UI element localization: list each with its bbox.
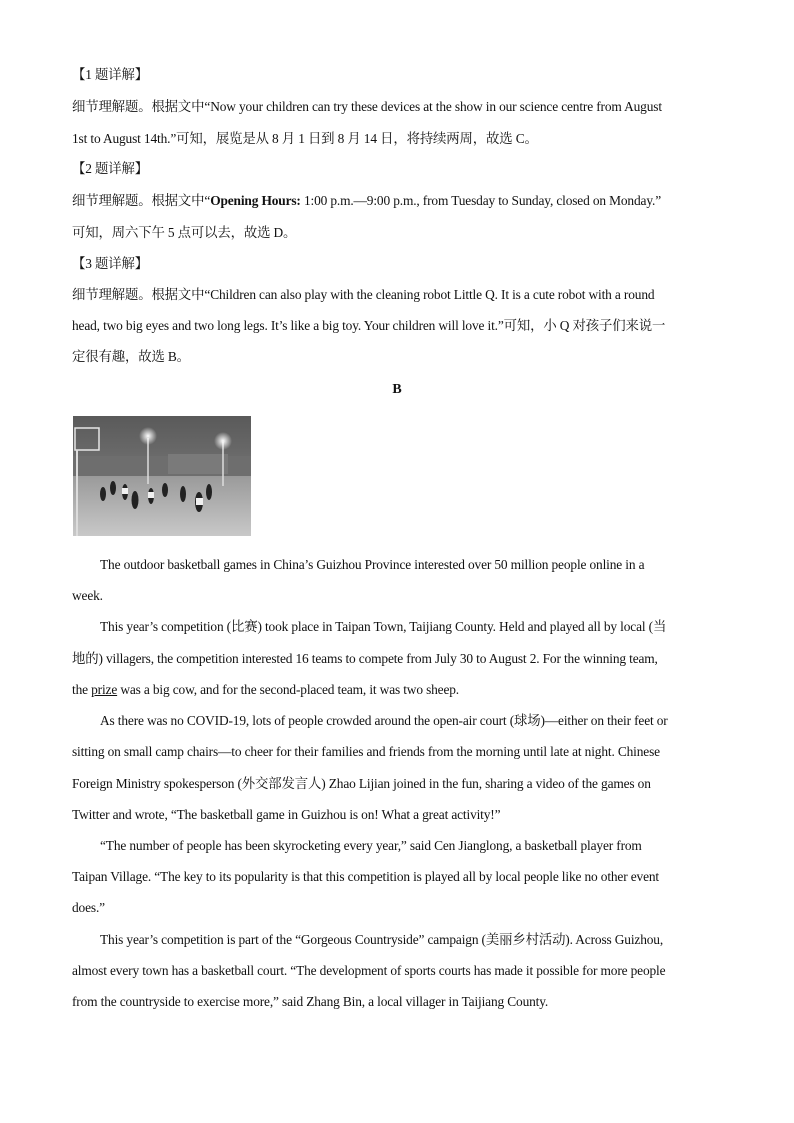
q2-line-1: 细节理解题。根据文中“Opening Hours: 1:00 p.m.—9:00 p.m., from Tuesday to Sunday, closed on Monday.” xyxy=(72,193,661,208)
paragraph-3-line-3: Foreign Ministry spokesperson (外交部发言人) Zhao Lijian joined in the fun, sharing a video of the games on xyxy=(72,776,651,791)
basketball-photo xyxy=(73,416,251,536)
section-title: B xyxy=(392,382,402,397)
paragraph-5-line-2: almost every town has a basketball court. “The development of sports courts has made it possible for more people xyxy=(72,963,666,978)
paragraph-3-line-1: As there was no COVID-19, lots of people crowded around the open-air court (球场)—either on their feet or xyxy=(100,713,668,728)
q1-heading: 【1 题详解】 xyxy=(72,67,148,82)
paragraph-2-line-3: the prize was a big cow, and for the second-placed team, it was two sheep. xyxy=(72,682,460,697)
q3-line-2: head, two big eyes and two long legs. It’s like a big toy. Your children will love it.”可知，小 Q 对孩子们来说一 xyxy=(72,318,666,333)
paragraph-4-line-3: does.” xyxy=(72,900,105,915)
q3-heading: 【3 题详解】 xyxy=(72,256,148,271)
paragraph-2-line-1: This year’s competition (比赛) took place in Taipan Town, Taijiang County. Held and played all by local (当 xyxy=(100,619,667,634)
paragraph-2-line-2: 地的) villagers, the competition interested 16 teams to compete from July 30 to August 2. For the winning team, xyxy=(72,651,658,666)
basketball-photo-image xyxy=(73,416,251,536)
q2-heading: 【2 题详解】 xyxy=(72,161,148,176)
paragraph-1-line-2: week. xyxy=(72,588,103,603)
paragraph-3-line-4: Twitter and wrote, “The basketball game in Guizhou is on! What a great activity!” xyxy=(72,807,501,822)
q3-line-1: 细节理解题。根据文中“Children can also play with the cleaning robot Little Q. It is a cute robot with a round xyxy=(72,287,655,302)
prize-underlined-word: prize xyxy=(91,682,118,697)
q1-line-1: 细节理解题。根据文中“Now your children can try these devices at the show in our science centre from August xyxy=(72,99,662,114)
paragraph-5-line-1: This year’s competition is part of the “Gorgeous Countryside” campaign (美丽乡村活动). Across Guizhou, xyxy=(100,932,664,947)
paragraph-5-line-3: from the countryside to exercise more,” said Zhang Bin, a local villager in Taijiang County. xyxy=(72,994,549,1009)
q3-line-3: 定很有趣，故选 B。 xyxy=(72,349,190,364)
q2-line-2: 可知，周六下午 5 点可以去，故选 D。 xyxy=(72,225,297,240)
paragraph-3-line-2: sitting on small camp chairs—to cheer for their families and friends from the morning until late at night. Chinese xyxy=(72,744,660,759)
paragraph-4-line-2: Taipan Village. “The key to its popularity is that this competition is played all by local people like no other event xyxy=(72,869,659,884)
q1-line-2: 1st to August 14th.”可知，展览是从 8 月 1 日到 8 月 14 日，将持续两周，故选 C。 xyxy=(72,131,538,146)
paragraph-4-line-1: “The number of people has been skyrocketing every year,” said Cen Jianglong, a basketball player from xyxy=(100,838,642,853)
paragraph-1-line-1: The outdoor basketball games in China’s Guizhou Province interested over 50 million people online in a xyxy=(100,557,645,572)
